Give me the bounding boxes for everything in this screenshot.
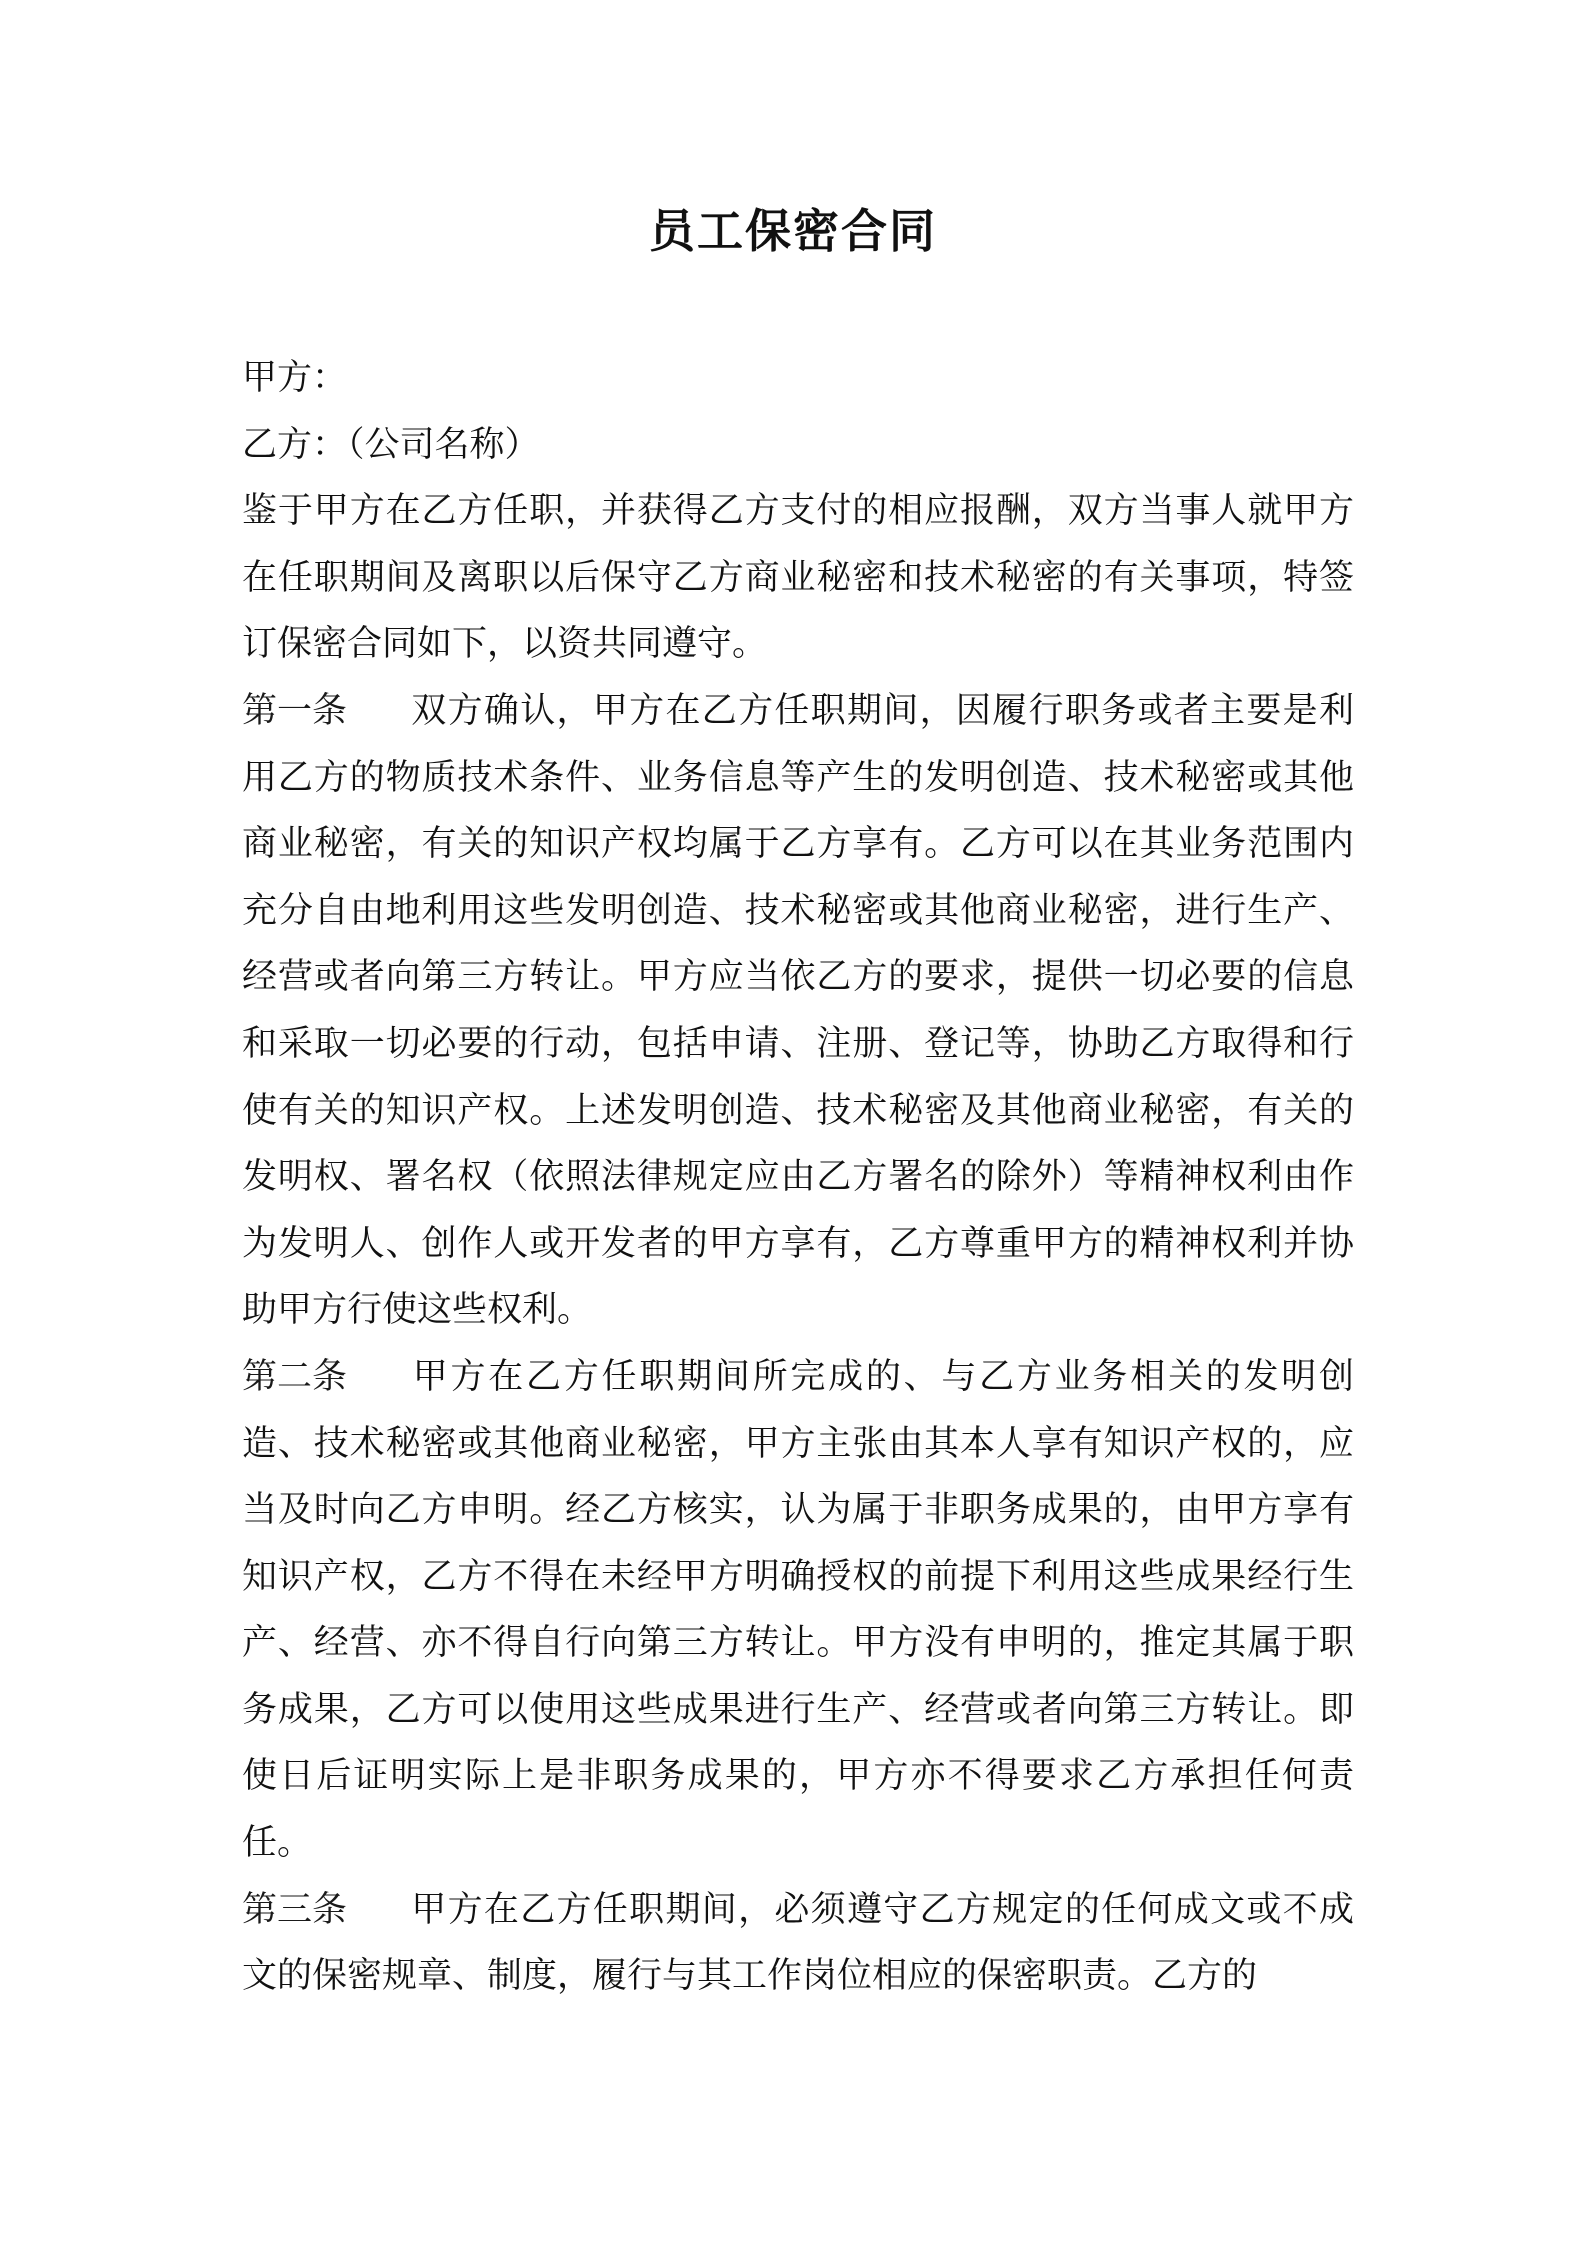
article-2 xyxy=(242,1344,1354,1877)
party-b-line: 乙方：（公司名称） xyxy=(242,424,540,465)
article-2-text: 甲方在乙方任职期间所完成的、与乙方业务相关的发明创造、技术秘密或其他商业秘密，甲方主张由其本人享有知识产权的，应当及时向乙方申明。经乙方核实，认为属于非职务成果的，由甲方享有知识产权，乙方不得在未经甲方明确授权的前提下利用这些成果经行生产、经营、亦不得自行向第三方转让。甲方没有申明的，推定其属于职务成果，乙方可以使用这些成果进行生产、经营或者向第三方转让。即使日后证明实际上是非职务成果的，甲方亦不得要求乙方承担任何责任。 xyxy=(242,1356,1354,1864)
preamble-paragraph: 鉴于甲方在乙方任职，并获得乙方支付的相应报酬，双方当事人就甲方在任职期间及离职以后保守乙方商业秘密和技术秘密的有关事项，特签订保密合同如下，以资共同遵守。 xyxy=(242,491,1354,665)
document-body xyxy=(242,345,1354,2010)
article-3-label: 第三条 xyxy=(242,1889,348,1930)
article-1 xyxy=(242,678,1354,1344)
party-a-line: 甲方： xyxy=(242,358,348,398)
article-1-text: 双方确认，甲方在乙方任职期间，因履行职务或者主要是利用乙方的物质技术条件、业务信息等产生的发明创造、技术秘密或其他商业秘密，有关的知识产权均属于乙方享有。乙方可以在其业务范围内充分自由地利用这些发明创造、技术秘密或其他商业秘密，进行生产、经营或者向第三方转让。甲方应当依乙方的要求，提供一切必要的信息和采取一切必要的行动，包括申请、注册、登记等，协助乙方取得和行使有关的知识产权。上述发明创造、技术秘密及其他商业秘密，有关的发明权、署名权（依照法律规定应由乙方署名的除外）等精神权利由作为发明人、创作人或开发者的甲方享有，乙方尊重甲方的精神权利并协助甲方行使这些权利。 xyxy=(242,690,1354,1331)
article-3-text: 甲方在乙方任职期间，必须遵守乙方规定的任何成文或不成文的保密规章、制度，履行与其工作岗位相应的保密职责。乙方的 xyxy=(242,1889,1354,1997)
article-2-label: 第二条 xyxy=(242,1356,348,1397)
document-title: 员工保密合同 xyxy=(649,204,937,258)
article-3 xyxy=(242,1877,1354,2010)
article-1-label: 第一条 xyxy=(242,690,348,731)
